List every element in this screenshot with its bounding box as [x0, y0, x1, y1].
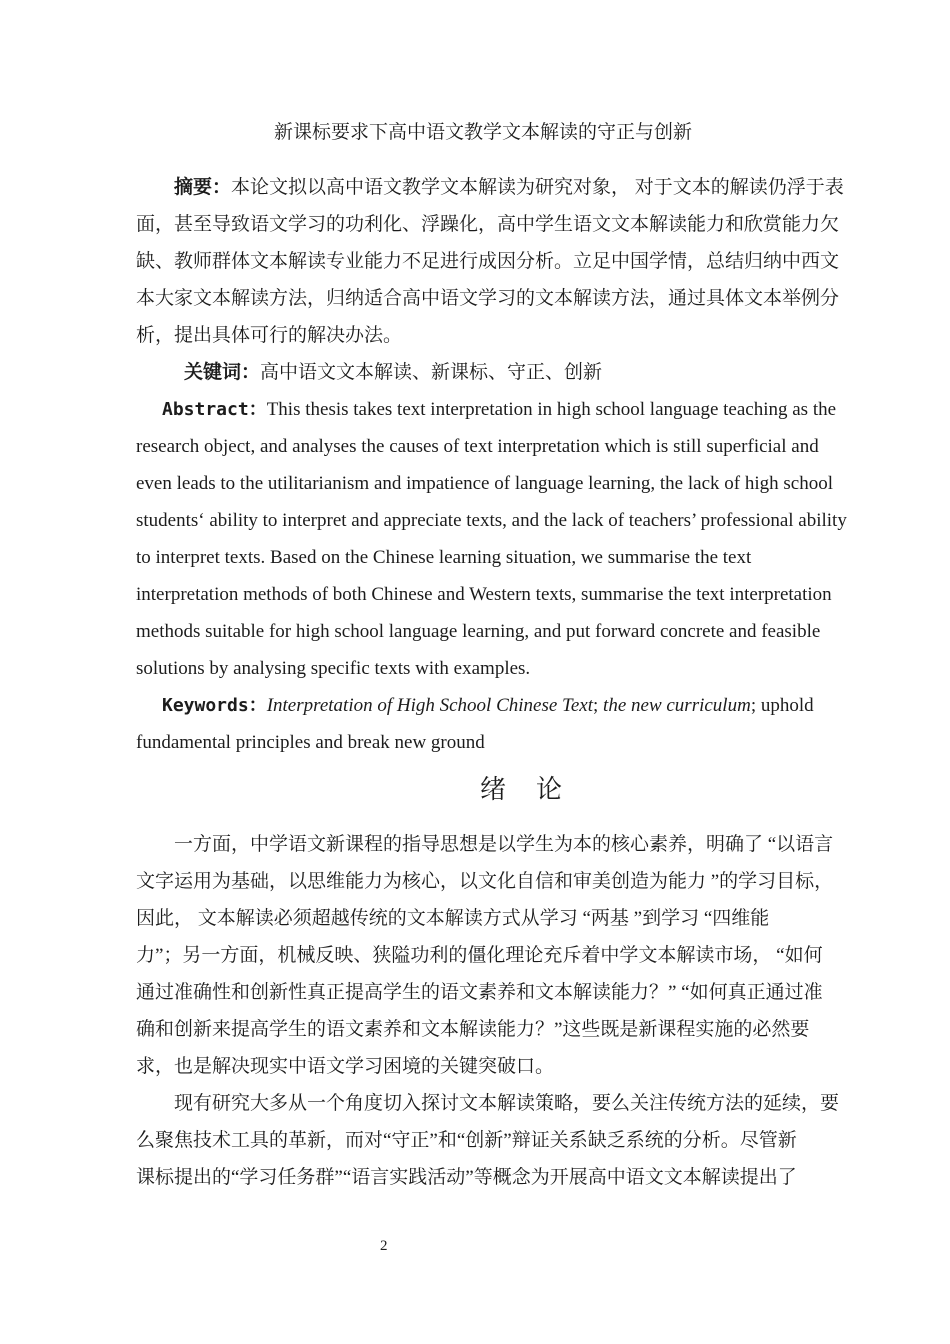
body-line: 因此， 文本解读必须超越传统的文本解读方式从学习 “两基 ”到学习 “四维能 — [136, 908, 770, 929]
section-heading: 绪 论 — [479, 775, 564, 804]
abstract-cn-line — [136, 169, 858, 206]
abstract-en-line: students‘ ability to interpret and appreciate texts, and the lack of teachers’ professional ability — [136, 510, 847, 531]
keywords-cn-text: 高中语文文本解读、新课标、守正、创新 — [260, 362, 603, 383]
abstract-en-line: solutions by analysing specific texts with examples. — [136, 658, 531, 679]
abstract-en-line: interpretation methods of both Chinese and Western texts, summarise the text interpretation — [136, 584, 832, 605]
body-line: 现有研究大多从一个角度切入探讨文本解读策略，要么关注传统方法的延续，要 — [174, 1093, 840, 1114]
abstract-en-text: This thesis takes text interpretation in high school language teaching as the — [266, 399, 837, 420]
abstract-cn-label: 摘要： — [174, 177, 232, 198]
body-line: 确和创新来提高学生的语文素养和文本解读能力？”这些既是新课程实施的必然要 — [136, 1019, 810, 1040]
abstract-cn-line: 面，甚至导致语文学习的功利化、浮躁化，高中学生语文文本解读能力和欣赏能力欠 — [136, 214, 840, 235]
abstract-en — [136, 391, 858, 687]
body-line: 通过准确性和创新性真正提高学生的语文素养和文本解读能力？” “如何真正通过准 — [136, 982, 823, 1003]
body-paragraph-2 — [136, 1085, 858, 1196]
abstract-en-line: methods suitable for high school language learning, and put forward concrete and feasible — [136, 621, 821, 642]
body-line: 文字运用为基础，以思维能力为核心，以文化自信和审美创造为能力 ”的学习目标， — [136, 871, 834, 892]
keywords-en — [136, 687, 858, 761]
abstract-cn-text: 本论文拟以高中语文教学文本解读为研究对象， 对于文本的解读仍浮于表 — [231, 177, 844, 198]
thesis-title: 新课标要求下高中语文教学文本解读的守正与创新 — [273, 122, 692, 143]
keywords-en-separator: ; — [593, 695, 604, 716]
abstract-en-label: Abstract： — [162, 399, 267, 420]
abstract-cn — [136, 169, 858, 354]
page-number: 2 — [380, 1238, 388, 1254]
abstract-en-line: to interpret texts. Based on the Chinese learning situation, we summarise the text — [136, 547, 752, 568]
abstract-en-line: even leads to the utilitarianism and impatience of language learning, the lack of high school — [136, 473, 833, 494]
body-paragraph-1 — [136, 826, 858, 1085]
abstract-en-line — [136, 391, 858, 428]
abstract-cn-line: 缺、教师群体文本解读专业能力不足进行成因分析。立足中国学情，总结归纳中西文 — [136, 251, 840, 272]
body-line: 力”；另一方面，机械反映、狭隘功利的僵化理论充斥着中学文本解读市场， “如何 — [136, 945, 823, 966]
body-line: 课标提出的“学习任务群”“语言实践活动”等概念为开展高中语文文本解读提出了 — [136, 1167, 797, 1188]
keywords-en-item: Interpretation of High School Chinese Text — [266, 695, 594, 716]
keywords-cn — [136, 354, 858, 391]
text-column — [136, 0, 858, 1196]
keywords-en-line — [136, 687, 858, 724]
keywords-en-line: fundamental principles and break new ground — [136, 732, 485, 753]
body-line: 求，也是解决现实中语文学习困境的关键突破口。 — [136, 1056, 555, 1077]
keywords-en-item: the new curriculum — [603, 695, 751, 716]
keywords-en-item: uphold — [760, 695, 814, 716]
keywords-en-label: Keywords： — [162, 695, 267, 716]
keywords-cn-label: 关键词： — [184, 362, 261, 383]
body-line: 么聚焦技术工具的革新，而对“守正”和“创新”辩证关系缺乏系统的分析。尽管新 — [136, 1130, 797, 1151]
abstract-cn-line: 析，提出具体可行的解决办法。 — [136, 325, 403, 346]
abstract-en-line: research object, and analyses the causes of text interpretation which is still superficial and — [136, 436, 819, 457]
keywords-en-separator: ; — [750, 695, 761, 716]
abstract-cn-line: 本大家文本解读方法，归纳适合高中语文学习的文本解读方法，通过具体文本举例分 — [136, 288, 840, 309]
body-line: 一方面，中学语文新课程的指导思想是以学生为本的核心素养，明确了 “以语言 — [174, 834, 834, 855]
